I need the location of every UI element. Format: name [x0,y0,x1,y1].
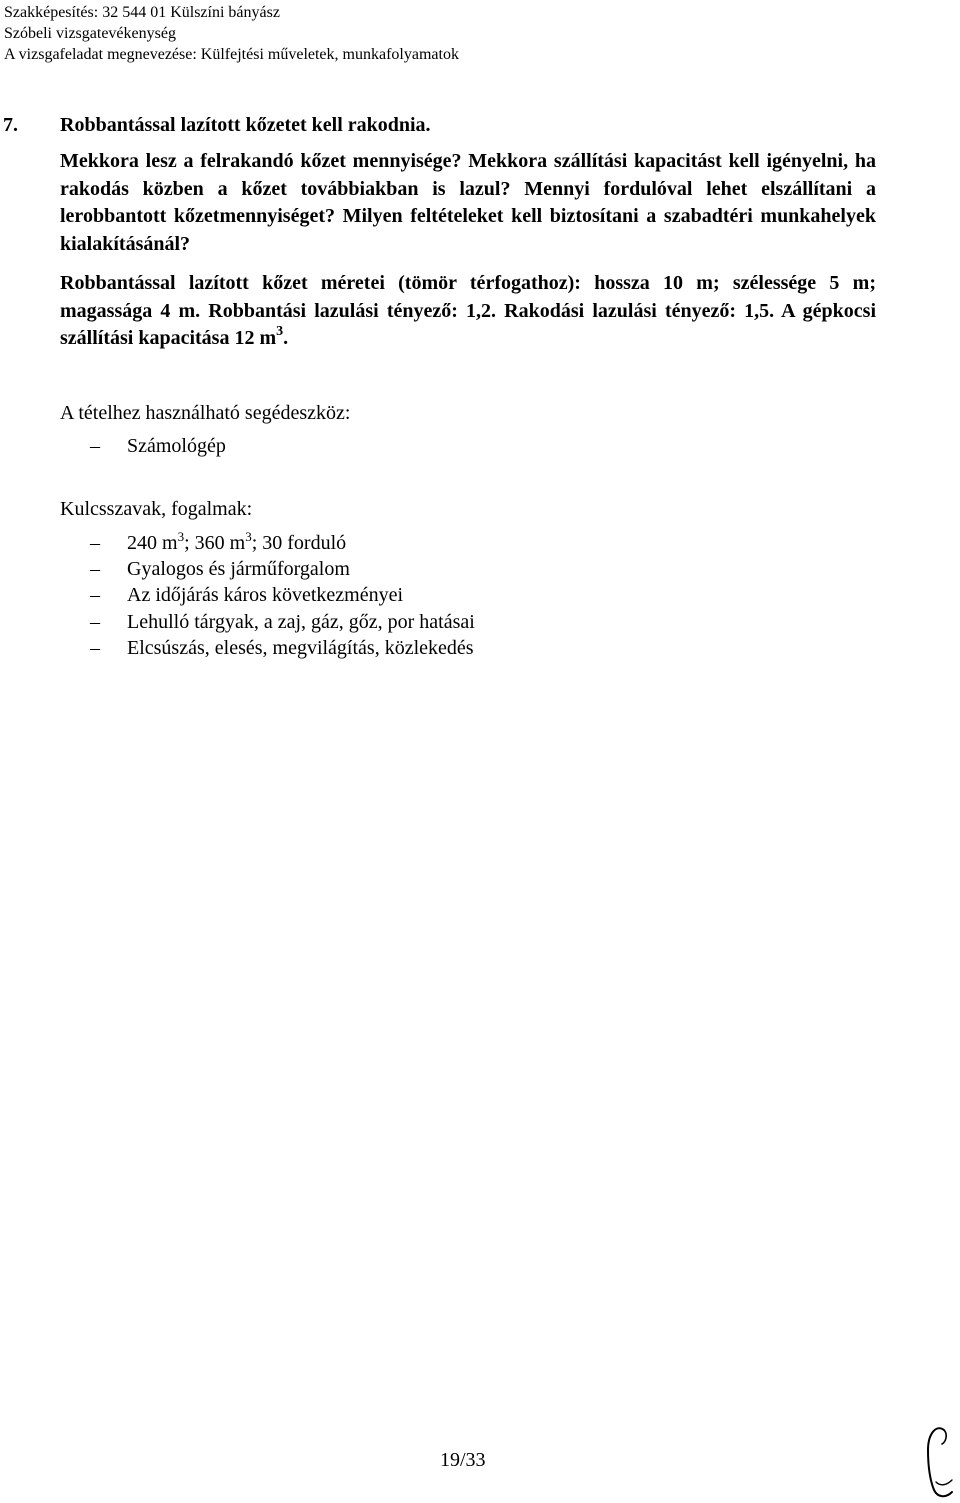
tools-list [90,433,226,459]
list-item [90,582,475,608]
keyword-text: ; 360 m [184,532,246,554]
header-exam-activity: Szóbeli vizsgatevékenység [4,25,176,42]
dash-bullet: – [90,636,100,659]
keywords-label: Kulcsszavak, fogalmak: [60,498,253,520]
task-questions: Mekkora lesz a felrakandó kőzet mennyisége? Mekkora szállítási kapacitást kell igényelni, ha rakodás közben a kőzet továbbiakban is lazul? Mennyi fordulóval lehet elszállítani a lerobbantott kőzetmennyiséget? Milyen feltételeket kell biztosítani a szabadtéri munkahelyek kialakításánál? [60,150,876,255]
tool-item: Számológép [127,435,226,457]
task-data-text: Robbantással lazított kőzet méretei (tömör térfogathoz): hossza 10 m; szélessége 5 m; magassága 4 m. Robbantási lazulási tényező: 1,2. Rakodási lazulási tényező: 1,5. A gépkocsi szállítási kapacitása 12 m [60,272,876,349]
keyword-text: 240 m [127,532,178,554]
superscript: 3 [177,529,185,544]
keyword-item: Gyalogos és járműforgalom [127,558,350,581]
keywords-list [90,530,475,661]
dash-bullet: – [90,584,100,607]
list-item [90,635,475,661]
list-item [90,530,475,556]
task-number: 7. [3,114,18,136]
superscript: 3 [245,529,252,544]
task-title: Robbantással lazított kőzetet kell rakodnia. [60,114,431,136]
header-qualification: Szakképesítés: 32 544 01 Külszíni bányász [4,4,280,21]
handwritten-signature-icon [922,1420,958,1502]
task-data-superscript: 3 [276,324,284,339]
keyword-item: Lehulló tárgyak, a zaj, gáz, gőz, por hatásai [127,610,475,633]
page-header [4,2,459,65]
dash-bullet: – [90,610,100,633]
tools-label: A tételhez használható segédeszköz: [60,402,351,424]
keyword-text: ; 30 forduló [251,532,347,554]
list-item [90,556,475,582]
task-data [60,270,876,353]
page-number: 19/33 [440,1449,486,1471]
dash-bullet: – [90,435,100,457]
list-item [90,433,226,459]
list-item [90,609,475,635]
header-task-name: A vizsgafeladat megnevezése: Külfejtési műveletek, munkafolyamatok [4,46,459,63]
dash-bullet: – [90,532,100,554]
keyword-item: Az időjárás káros következményei [127,584,404,607]
keyword-item: Elcsúszás, elesés, megvilágítás, közlekedés [127,636,474,659]
task-heading [3,114,431,137]
task-data-end: . [283,327,289,349]
dash-bullet: – [90,558,100,581]
keyword-volume [127,529,347,554]
